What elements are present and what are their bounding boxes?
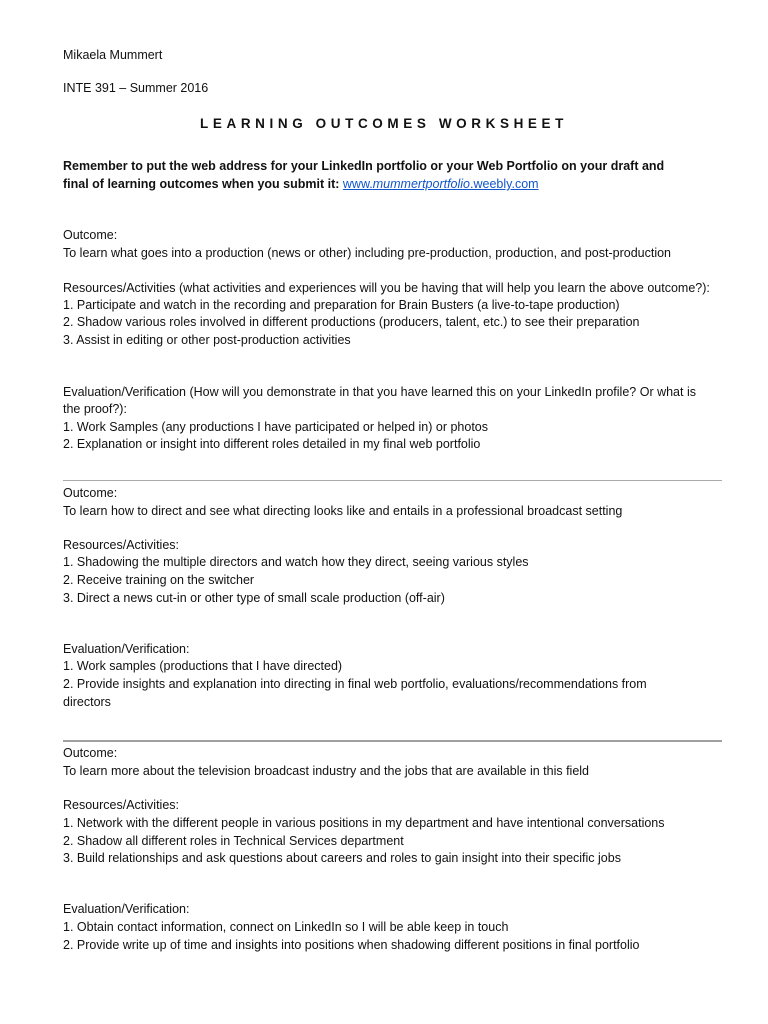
s3-outcome-text: To learn more about the television broadcast industry and the jobs that are available in this field [63, 764, 590, 778]
s3-evaluation-item: 2. Provide write up of time and insights into positions when shadowing different positions in final portfolio [63, 938, 640, 952]
s1-evaluation-label: Evaluation/Verification (How will you demonstrate in that you have learned this on your LinkedIn profile? Or what is [63, 385, 696, 399]
s1-evaluation-item: 1. Work Samples (any productions I have participated or helped in) or photos [63, 420, 488, 434]
s2-evaluation-item: 2. Provide insights and explanation into directing in final web portfolio, evaluations/recommendations from [63, 677, 647, 691]
s2-outcome-text: To learn how to direct and see what directing looks like and entails in a professional broadcast setting [63, 504, 623, 518]
s3-resource-item: 3. Build relationships and ask questions about careers and roles to gain insight into their specific jobs [63, 851, 621, 865]
s3-resources-label: Resources/Activities: [63, 798, 180, 812]
author-name: Mikaela Mummert [63, 48, 163, 62]
s1-evaluation-label-cont: the proof?): [63, 402, 127, 416]
reminder-line-1: Remember to put the web address for your LinkedIn portfolio or your Web Portfolio on your draft and [63, 159, 665, 173]
reminder-line-2 [63, 176, 539, 192]
s1-resource-item: 3. Assist in editing or other post-production activities [63, 333, 351, 347]
s2-resource-item: 3. Direct a news cut-in or other type of small scale production (off-air) [63, 591, 445, 605]
s1-resources-label: Resources/Activities (what activities and experiences will you be having that will help you learn the above outcome?): [63, 281, 710, 295]
portfolio-link[interactable] [343, 177, 539, 191]
s2-evaluation-item-cont: directors [63, 695, 111, 709]
portfolio-link-domain: .weebly.com [470, 177, 539, 191]
s2-resource-item: 2. Receive training on the switcher [63, 573, 255, 587]
page-title: LEARNING OUTCOMES WORKSHEET [200, 116, 568, 131]
s2-evaluation-label: Evaluation/Verification: [63, 642, 190, 656]
s1-outcome-label: Outcome: [63, 228, 118, 242]
reminder-line-2-text: final of learning outcomes when you submit it: [63, 177, 343, 191]
s3-resource-item: 1. Network with the different people in various positions in my department and have intentional conversations [63, 816, 665, 830]
s2-evaluation-item: 1. Work samples (productions that I have directed) [63, 659, 343, 673]
course-term: INTE 391 – Summer 2016 [63, 81, 209, 95]
portfolio-link-name: mummertportfolio [372, 177, 471, 191]
section-divider [63, 480, 722, 481]
s1-outcome-text: To learn what goes into a production (news or other) including pre-production, production, and post-production [63, 246, 672, 260]
section-divider [63, 740, 722, 742]
s2-resource-item: 1. Shadowing the multiple directors and watch how they direct, seeing various styles [63, 555, 529, 569]
s1-evaluation-item: 2. Explanation or insight into different roles detailed in my final web portfolio [63, 437, 481, 451]
portfolio-link-www: www. [342, 177, 373, 191]
s3-outcome-label: Outcome: [63, 746, 118, 760]
s3-resource-item: 2. Shadow all different roles in Technical Services department [63, 834, 404, 848]
s3-evaluation-label: Evaluation/Verification: [63, 902, 190, 916]
s1-resource-item: 2. Shadow various roles involved in different productions (producers, talent, etc.) to see their preparation [63, 315, 640, 329]
s3-evaluation-item: 1. Obtain contact information, connect on LinkedIn so I will be able keep in touch [63, 920, 509, 934]
s1-resource-item: 1. Participate and watch in the recording and preparation for Brain Busters (a live-to-tape production) [63, 298, 620, 312]
s2-outcome-label: Outcome: [63, 486, 118, 500]
s2-resources-label: Resources/Activities: [63, 538, 180, 552]
